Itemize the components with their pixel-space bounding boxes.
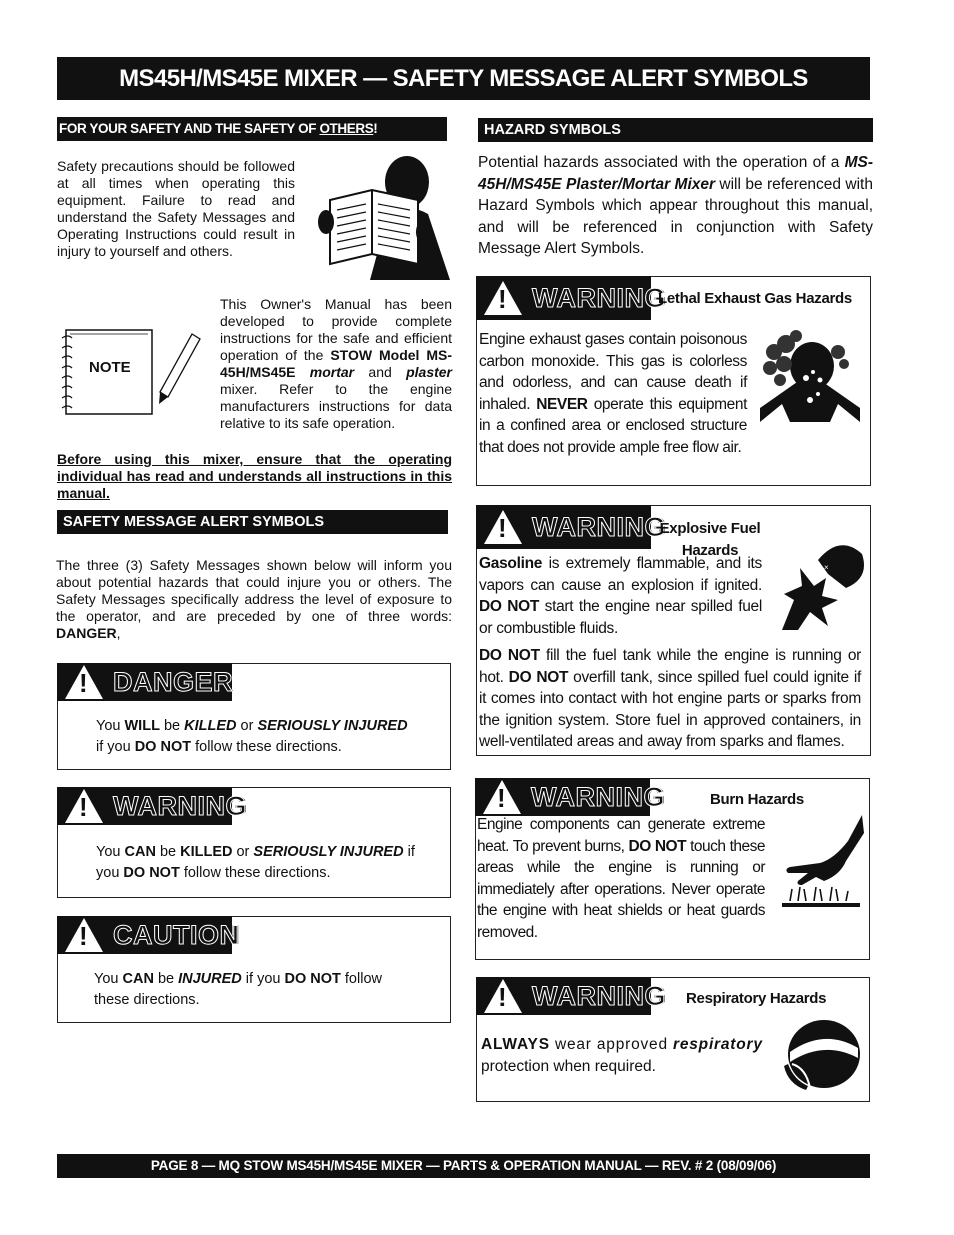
svg-text:×: × (824, 563, 829, 572)
exhaust-warning-signal: ! WARNING (476, 276, 651, 320)
caution-text: You CAN be INJURED if you DO NOT follow these directions. (94, 971, 382, 1008)
resp-warning-signal: ! WARNING (476, 977, 651, 1015)
hazard-intro: Potential hazards associated with the operation of a MS-45H/MS45E Plaster/Mortar Mixer will be referenced with Hazard Symbols which appear throughout this manual, and will be referenced in conjunction with Safety Message Alert Symbols. (478, 154, 873, 257)
fuel-text-2: DO NOT fill the fuel tank while the engine is running or hot. DO NOT overfill tank, since spilled fuel could ignite if it comes into contact with hot engine parts or sparks from the ignition system. Store fuel in approved containers, in well-ventilated areas and away from sparks and flames. (479, 647, 861, 750)
fuel-title: Explosive Fuel Hazards (659, 520, 761, 559)
alert-triangle-icon (65, 789, 103, 823)
caution-signal: ! CAUTION (57, 916, 232, 954)
alert-triangle-icon (484, 979, 522, 1013)
burn-hand-icon (780, 815, 864, 911)
alert-triangle-icon (484, 510, 522, 544)
alert-heading: SAFETY MESSAGE ALERT SYMBOLS (57, 510, 448, 534)
note-label: NOTE (89, 359, 131, 376)
burn-warning-signal: ! WARNING (475, 778, 650, 816)
precautions-text: Safety precautions should be followed at all times when operating this equipment. Failure to read and understand the Safety Messages and Operating Instructions could result in injury to yourself and others. (57, 158, 295, 259)
page-footer: PAGE 8 — MQ STOW MS45H/MS45E MIXER — PARTS & OPERATION MANUAL — REV. # 2 (08/09/06) (150, 1158, 777, 1173)
exhaust-gas-icon (760, 330, 860, 422)
explosion-icon (780, 538, 866, 634)
alert-triangle-icon (483, 780, 521, 814)
respirator-icon (784, 1018, 864, 1092)
alert-triangle-icon (65, 665, 103, 699)
burn-text: Engine components can generate extreme heat. To prevent burns, DO NOT touch these areas while the engine is running or immediately after operations. Never operate the engine with heat shields or heat guards removed. (477, 816, 765, 941)
danger-signal: ! DANGER (57, 663, 232, 701)
hazard-heading: HAZARD SYMBOLS (478, 118, 873, 142)
exhaust-text: Engine exhaust gases contain poisonous carbon monoxide. This gas is colorless and odorless, and can cause death if inhaled. NEVER operate this equipment in a confined area or enclosed structure that does not provide ample free flow air. (479, 331, 747, 456)
alert-triangle-icon (484, 281, 522, 315)
alert-text: The three (3) Safety Messages shown below will inform you about potential hazards that could injure you or others. The Safety Messages specifically address the level of exposure to the operator, and are preceded by one of three words: DANGER, (56, 557, 452, 641)
danger-text: You WILL be KILLED or SERIOUSLY INJURED if you DO NOT follow these directions. (96, 718, 408, 755)
exhaust-title: Lethal Exhaust Gas Hazards (658, 290, 852, 307)
notepad-icon (58, 326, 208, 418)
fuel-warning-signal: ! WARNING (476, 505, 651, 549)
reading-person-icon (310, 152, 460, 284)
fuel-text-1: Gasoline is extremely flammable, and its vapors can cause an explosion if ignited. DO NOT start the engine near spilled fuel or combustible fluids. (479, 555, 762, 637)
resp-text: ALWAYS wear approved respiratory protection when required. (481, 1036, 763, 1075)
safety-heading: FOR YOUR SAFETY AND THE SAFETY OF OTHERS! (57, 117, 447, 141)
page-title: MS45H/MS45E MIXER — SAFETY MESSAGE ALERT SYMBOLS (119, 65, 808, 92)
manual-text: This Owner's Manual has been developed to provide complete instructions for the safe and efficient operation of the STOW Model MS-45H/MS45E mortar and plaster mixer. Refer to the engine manufacturers instructions for data relative to its safe operation. (220, 296, 453, 431)
warning-text: You CAN be KILLED or SERIOUSLY INJURED if you DO NOT follow these directions. (96, 844, 415, 881)
alert-triangle-icon (65, 918, 103, 952)
before-using-text: Before using this mixer, ensure that the operating individual has read and understands all instructions in this manual. (57, 451, 452, 501)
warning-signal: ! WARNING (57, 787, 232, 825)
resp-title: Respiratory Hazards (686, 990, 827, 1007)
burn-title: Burn Hazards (710, 791, 804, 808)
